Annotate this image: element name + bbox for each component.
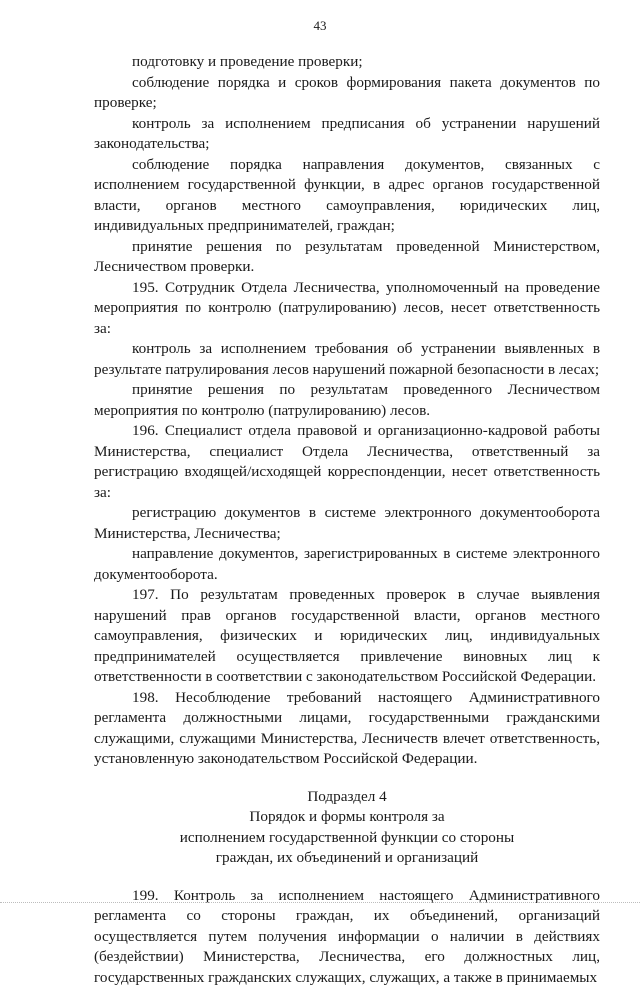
paragraph: направление документов, зарегистрированных в системе электронного документооборота. <box>94 544 600 585</box>
page-bottom-edge <box>0 902 640 903</box>
paragraph: регистрацию документов в системе электронного документооборота Министерства, Лесничества; <box>94 503 600 544</box>
paragraph: контроль за исполнением предписания об устранении нарушений законодательства; <box>94 114 600 155</box>
paragraph: принятие решения по результатам проведенной Министерством, Лесничеством проверки. <box>94 237 600 278</box>
subsection-title-line: граждан, их объединений и организаций <box>94 848 600 869</box>
subsection-title-line: Порядок и формы контроля за <box>94 807 600 828</box>
paragraph: контроль за исполнением требования об устранении выявленных в результате патрулирования лесов нарушений пожарной безопасности в лесах; <box>94 339 600 380</box>
paragraph: соблюдение порядка направления документов, связанных с исполнением государственной функции, в адрес органов государственной власти, органов местного самоуправления, юридических лиц, индивидуальных предпринимателей, граждан; <box>94 155 600 237</box>
document-body <box>94 52 600 988</box>
paragraph-195: 195. Сотрудник Отдела Лесничества, уполномоченный на проведение мероприятия по контролю (патрулированию) лесов, несет ответственность за: <box>94 278 600 340</box>
subsection-heading <box>94 787 600 869</box>
paragraph: принятие решения по результатам проведенного Лесничеством мероприятия по контролю (патрулированию) лесов. <box>94 380 600 421</box>
paragraph: соблюдение порядка и сроков формирования пакета документов по проверке; <box>94 73 600 114</box>
page-number: 43 <box>0 18 640 34</box>
paragraph-196: 196. Специалист отдела правовой и организационно-кадровой работы Министерства, специалист Отдела Лесничества, ответственный за регистрацию входящей/исходящей корреспонденции, несет ответственность за: <box>94 421 600 503</box>
paragraph-197: 197. По результатам проведенных проверок в случае выявления нарушений прав органов государственной власти, органов местного самоуправления, физических и юридических лиц, индивидуальных предпринимателей осуществляется привлечение виновных лиц к ответственности в соответствии с законодательством Российской Федерации. <box>94 585 600 688</box>
paragraph: подготовку и проведение проверки; <box>94 52 600 73</box>
paragraph-198: 198. Несоблюдение требований настоящего Административного регламента должностными лицами, государственными гражданскими служащими, служащими Министерства, Лесничеств влечет ответственность, установленную законодательством Российской Федерации. <box>94 688 600 770</box>
paragraph-199: 199. Контроль за исполнением настоящего Административного регламента со стороны граждан, их объединений, организаций осуществляется путем получения информации о наличии в действиях (бездействии) Министерства, Лесничества, его должностных лиц, государственных гражданских служащих, служащих, а также в принимаемых <box>94 886 600 988</box>
subsection-title: Подраздел 4 <box>94 787 600 808</box>
subsection-title-line: исполнением государственной функции со стороны <box>94 828 600 849</box>
